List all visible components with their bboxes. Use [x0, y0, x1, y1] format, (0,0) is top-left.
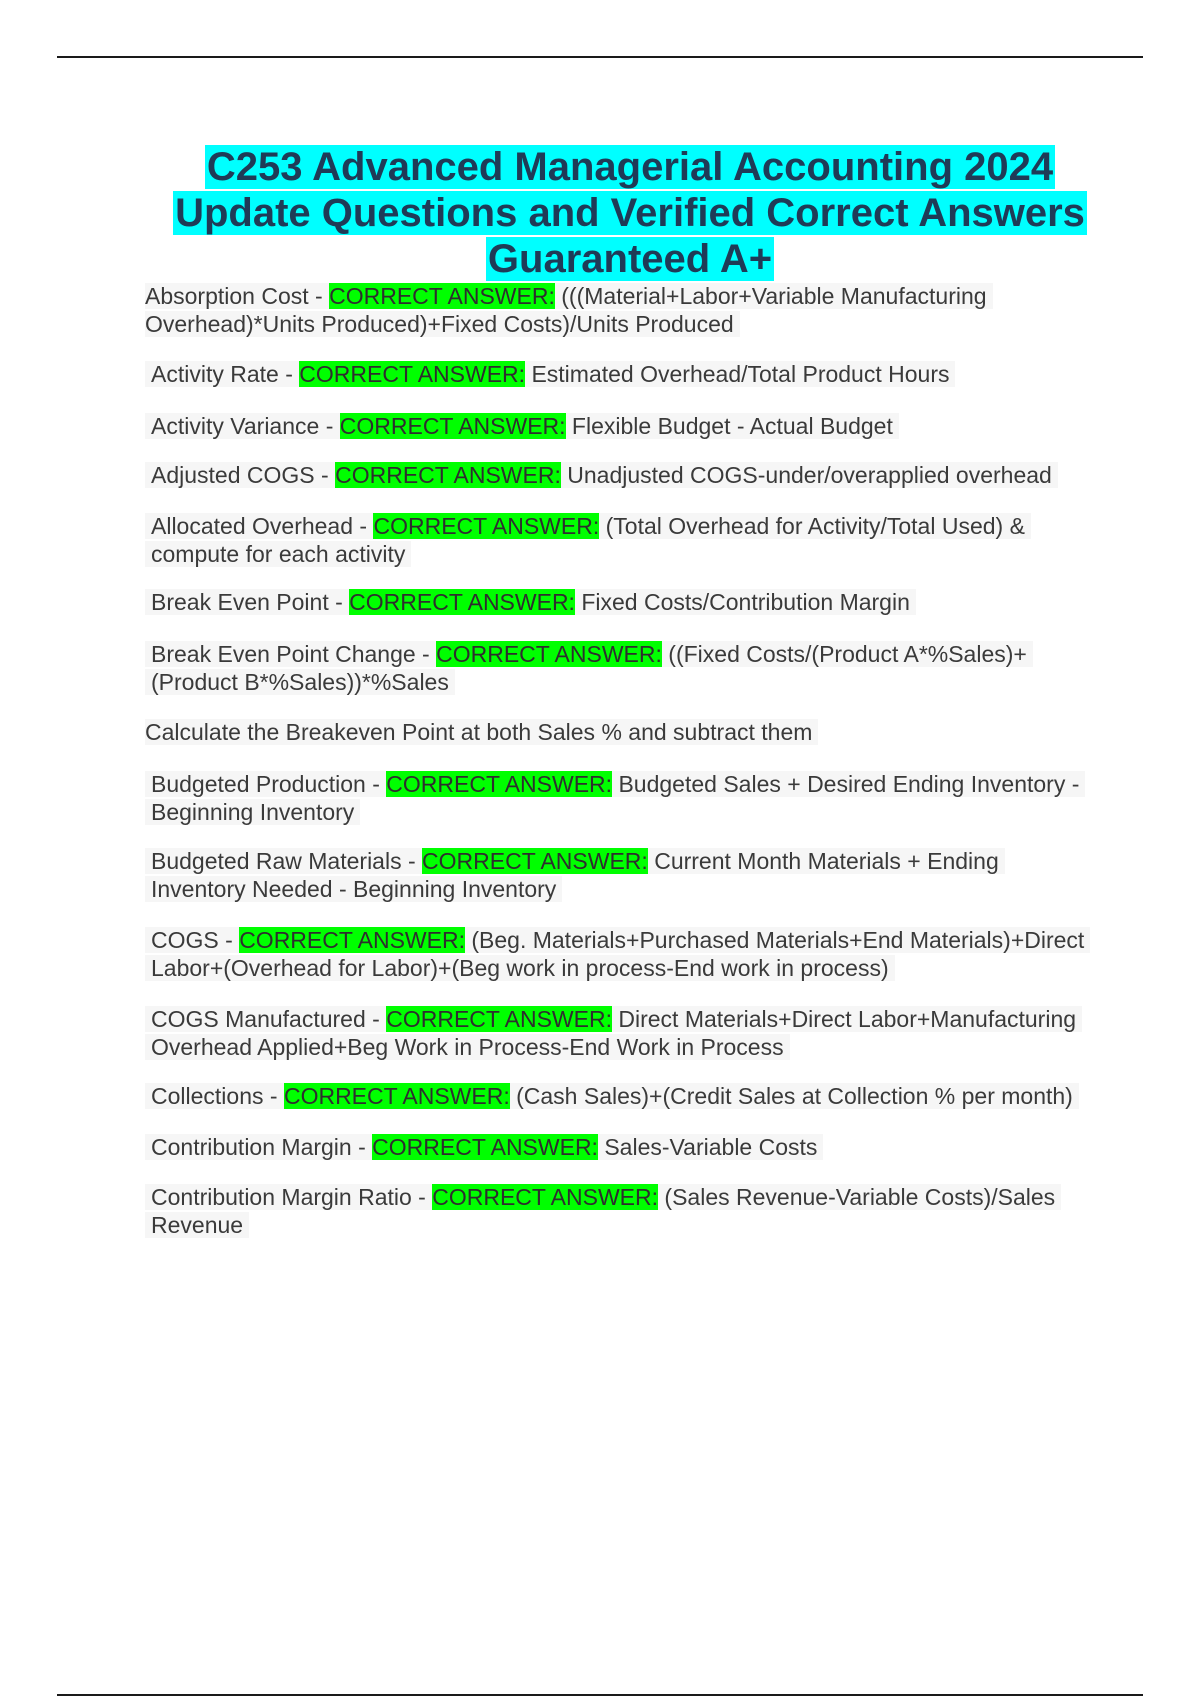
qa-item-box	[145, 1184, 1061, 1238]
qa-term: Activity Variance	[151, 413, 320, 439]
qa-separator: -	[218, 927, 240, 953]
title-line-2: Update Questions and Verified Correct Answers	[175, 191, 1085, 235]
correct-answer-tag: CORRECT ANSWER:	[283, 1083, 510, 1109]
qa-term: Budgeted Raw Materials	[151, 848, 402, 874]
qa-answer: Sales-Variable Costs	[597, 1134, 818, 1160]
qa-answer: Unadjusted COGS-under/overapplied overhead	[560, 462, 1052, 488]
correct-answer-tag: CORRECT ANSWER:	[299, 361, 526, 387]
qa-answer: (Total Overhead for Activity/Total Used) & compute for each activity	[151, 513, 1025, 567]
bottom-rule	[57, 1694, 1143, 1696]
correct-answer-tag: CORRECT ANSWER:	[339, 413, 566, 439]
qa-item-box	[145, 927, 1090, 981]
note-item	[145, 718, 1085, 746]
qa-answer: (Beg. Materials+Purchased Materials+End Materials)+Direct Labor+(Overhead for Labor)+(Beg work in process-End work in process)	[151, 927, 1085, 981]
qa-list	[145, 282, 1085, 1239]
qa-separator: -	[415, 641, 437, 667]
qa-item-box	[145, 361, 955, 387]
qa-answer: Budgeted Sales + Desired Ending Inventory - Beginning Inventory	[151, 771, 1080, 825]
qa-item	[145, 461, 1085, 489]
qa-answer: Fixed Costs/Contribution Margin	[574, 589, 910, 615]
title-line-1: C253 Advanced Managerial Accounting 2024	[206, 145, 1054, 189]
qa-item	[145, 847, 1085, 903]
correct-answer-tag: CORRECT ANSWER:	[372, 1134, 598, 1160]
correct-answer-tag: CORRECT ANSWER:	[422, 848, 648, 874]
correct-answer-tag: CORRECT ANSWER:	[386, 1006, 612, 1032]
qa-item	[145, 640, 1085, 696]
qa-term: Collections	[151, 1083, 264, 1109]
correct-answer-tag: CORRECT ANSWER:	[329, 283, 555, 309]
qa-item	[145, 282, 1085, 338]
correct-answer-tag: CORRECT ANSWER:	[373, 513, 600, 539]
qa-term: COGS Manufactured	[151, 1006, 366, 1032]
qa-answer: Current Month Materials + Ending Inventory Needed - Beginning Inventory	[151, 848, 999, 902]
qa-term: Contribution Margin	[151, 1134, 352, 1160]
qa-separator: -	[411, 1184, 433, 1210]
qa-term: Adjusted COGS	[151, 462, 315, 488]
qa-answer: Direct Materials+Direct Labor+Manufacturing Overhead Applied+Beg Work in Process-End Work in Process	[151, 1006, 1077, 1060]
qa-term: Allocated Overhead	[151, 513, 354, 539]
qa-item-box	[145, 1134, 823, 1160]
qa-separator: -	[314, 462, 336, 488]
qa-item-box	[145, 589, 916, 615]
qa-answer: ((Fixed Costs/(Product A*%Sales)+(Product B*%Sales))*%Sales	[151, 641, 1027, 695]
qa-item-box	[145, 513, 1031, 567]
qa-term: Contribution Margin Ratio	[151, 1184, 412, 1210]
top-rule	[57, 56, 1143, 58]
qa-item	[145, 360, 1085, 388]
qa-term: Activity Rate	[151, 361, 279, 387]
qa-separator: -	[319, 413, 340, 439]
qa-item-box	[145, 641, 1033, 695]
qa-separator: -	[328, 589, 350, 615]
qa-item-box	[145, 413, 899, 439]
qa-item	[145, 1133, 1085, 1161]
qa-separator: -	[278, 361, 300, 387]
qa-separator: -	[263, 1083, 284, 1109]
qa-separator: -	[308, 283, 330, 309]
qa-answer: (Cash Sales)+(Credit Sales at Collection % per month)	[509, 1083, 1073, 1109]
qa-answer: Estimated Overhead/Total Product Hours	[525, 361, 950, 387]
page-title	[90, 144, 1170, 282]
qa-separator: -	[353, 513, 374, 539]
qa-answer: (((Material+Labor+Variable Manufacturing Overhead)*Units Produced)+Fixed Costs)/Units Produced	[145, 283, 987, 337]
qa-item-box	[145, 1083, 1079, 1109]
note-text: Calculate the Breakeven Point at both Sales % and subtract them	[145, 719, 818, 745]
qa-item	[145, 1005, 1085, 1061]
qa-term: Budgeted Production	[151, 771, 366, 797]
correct-answer-tag: CORRECT ANSWER:	[432, 1184, 659, 1210]
correct-answer-tag: CORRECT ANSWER:	[239, 927, 465, 953]
qa-item	[145, 412, 1085, 440]
qa-item-box	[145, 848, 1005, 902]
qa-term: COGS	[151, 927, 219, 953]
correct-answer-tag: CORRECT ANSWER:	[335, 462, 561, 488]
qa-item	[145, 926, 1085, 982]
qa-item-box	[145, 462, 1058, 488]
qa-item	[145, 512, 1085, 568]
qa-item-box	[145, 771, 1085, 825]
title-line-3: Guaranteed A+	[487, 237, 773, 281]
qa-item-box	[145, 1006, 1082, 1060]
qa-separator: -	[401, 848, 423, 874]
qa-answer: (Sales Revenue-Variable Costs)/Sales Revenue	[151, 1184, 1056, 1238]
qa-term: Break Even Point Change	[151, 641, 416, 667]
correct-answer-tag: CORRECT ANSWER:	[349, 589, 575, 615]
qa-item	[145, 1183, 1085, 1239]
qa-item	[145, 588, 1085, 616]
qa-separator: -	[365, 1006, 387, 1032]
qa-item-box	[145, 283, 993, 337]
qa-term: Absorption Cost	[145, 283, 309, 309]
qa-item	[145, 1082, 1085, 1110]
qa-separator: -	[351, 1134, 373, 1160]
qa-term: Break Even Point	[151, 589, 329, 615]
correct-answer-tag: CORRECT ANSWER:	[436, 641, 662, 667]
qa-item	[145, 770, 1085, 826]
qa-separator: -	[365, 771, 387, 797]
correct-answer-tag: CORRECT ANSWER:	[386, 771, 613, 797]
qa-answer: Flexible Budget - Actual Budget	[565, 413, 893, 439]
